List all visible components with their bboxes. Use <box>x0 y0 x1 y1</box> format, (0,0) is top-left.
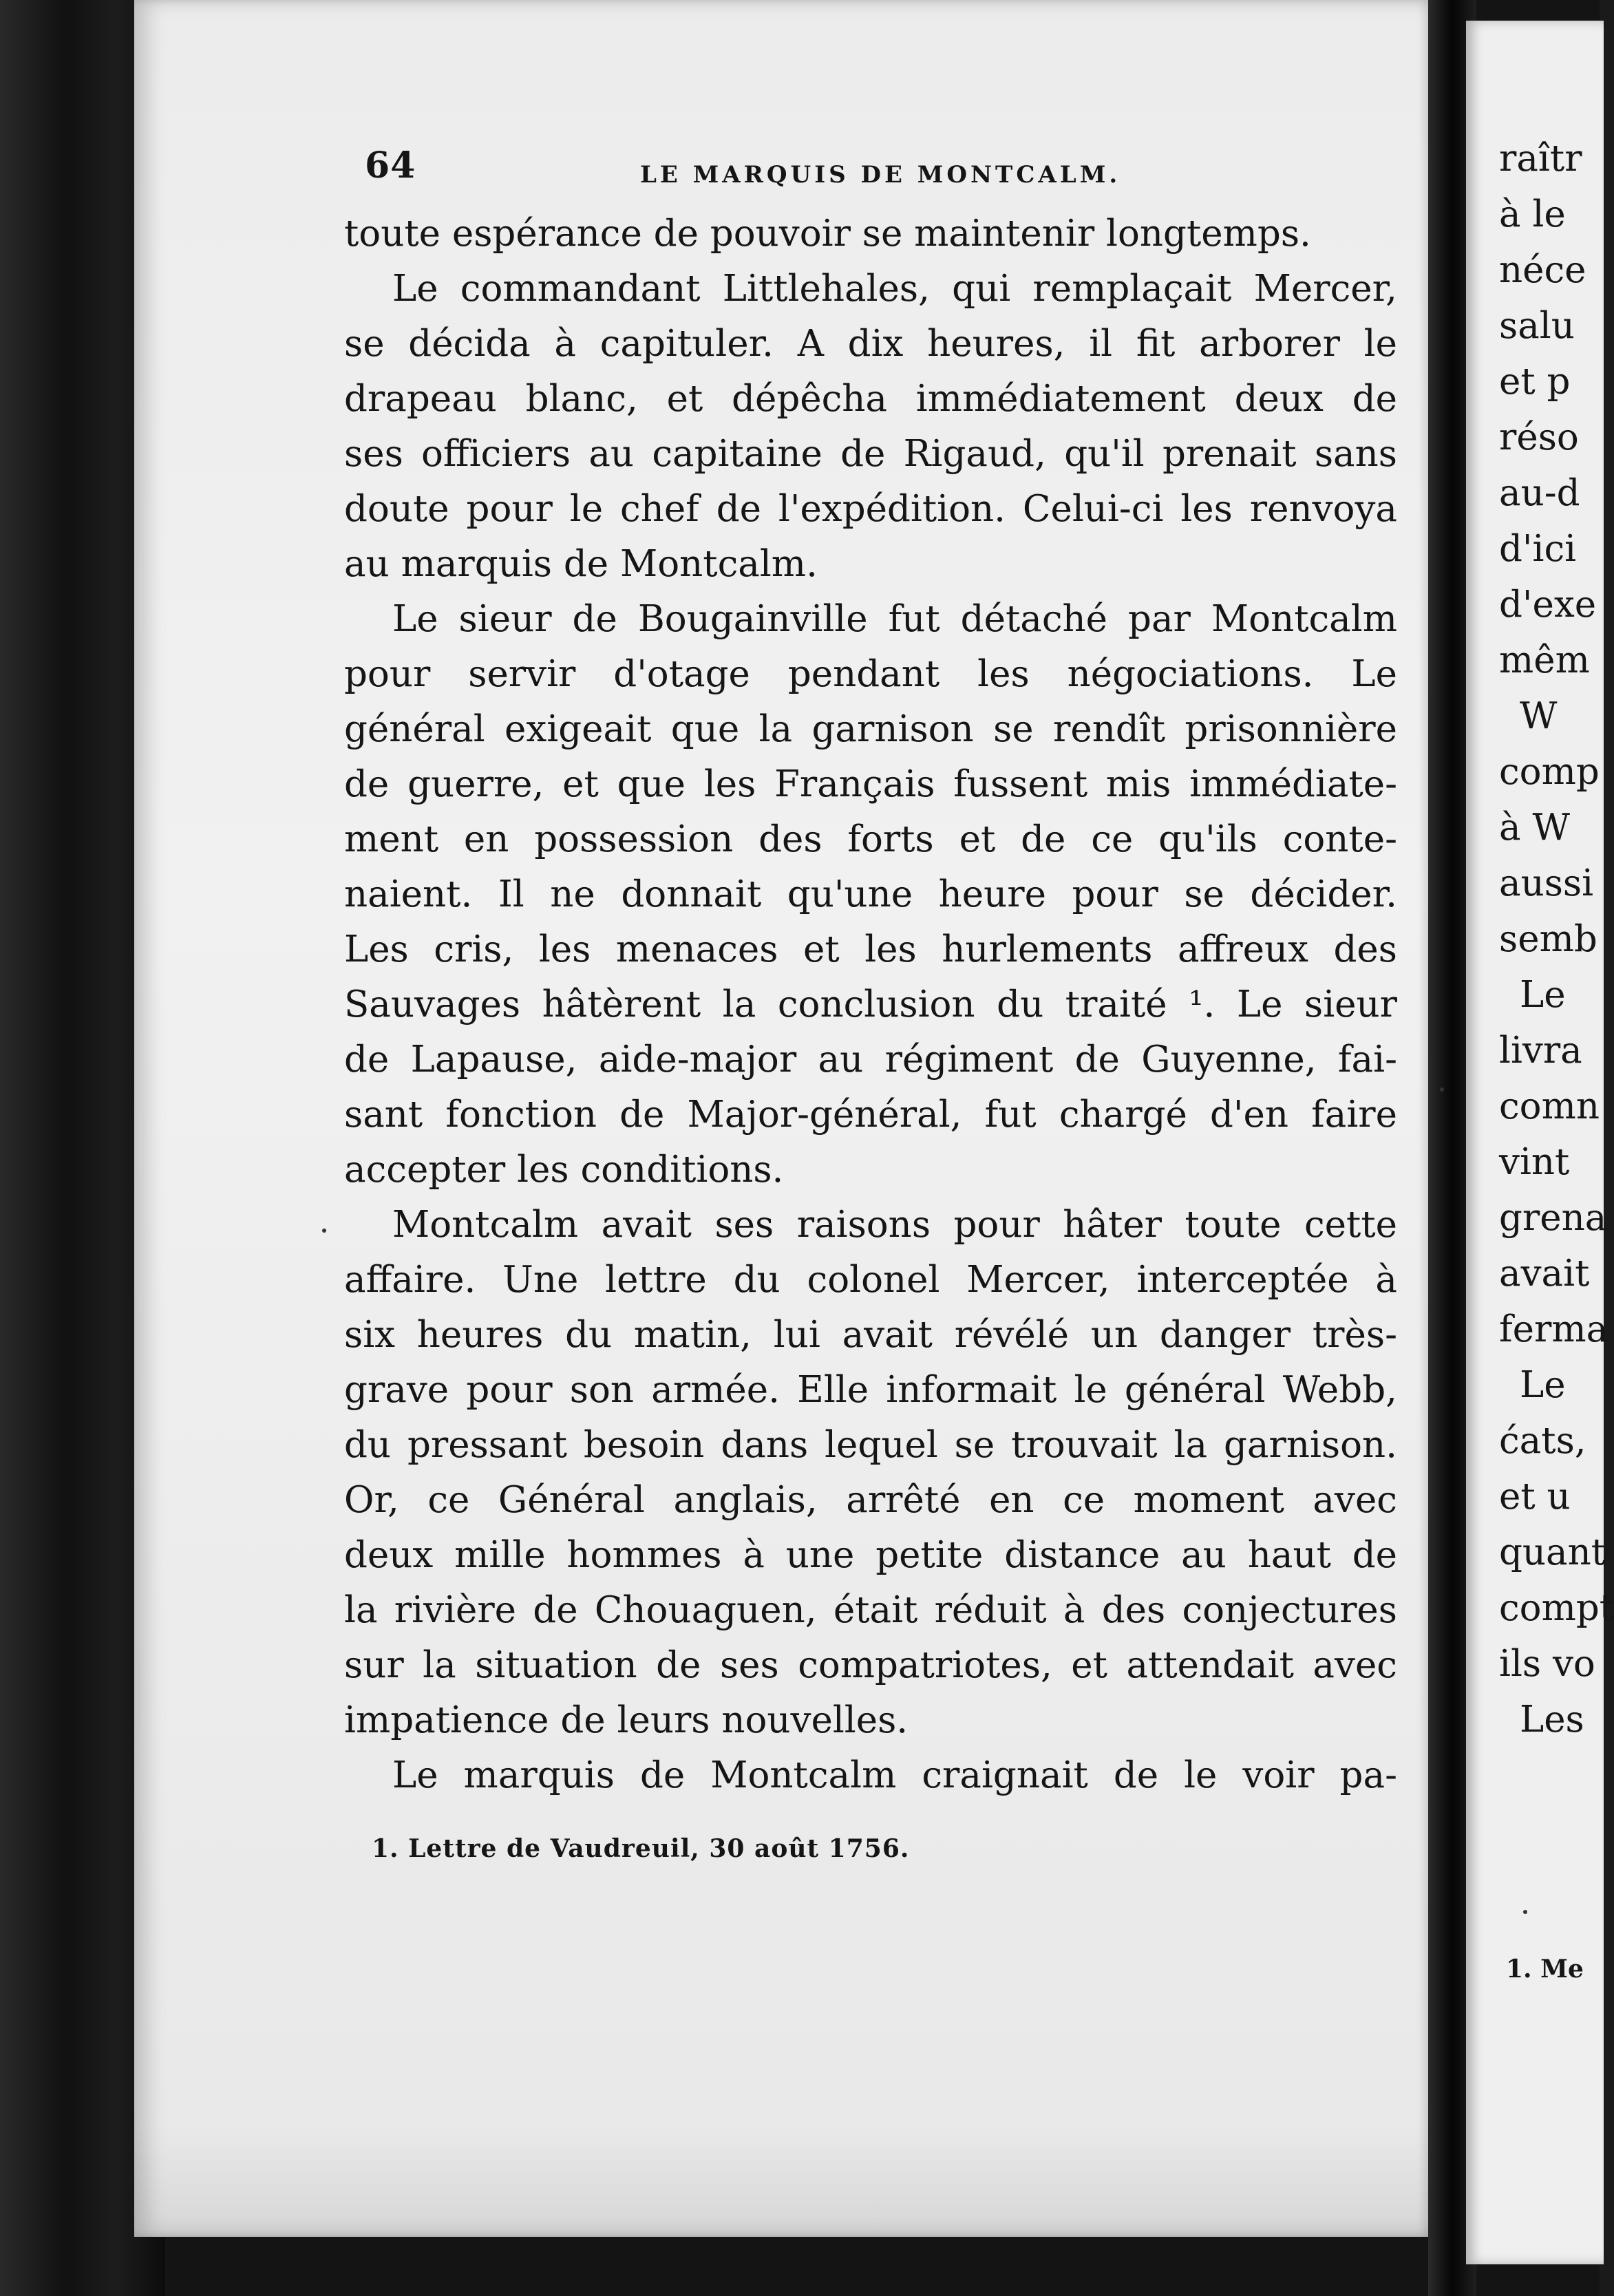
facing-line: livra <box>1499 1030 1582 1072</box>
text-line: Le marquis de Montcalm craignait de le voir pa- <box>392 1754 1397 1796</box>
facing-line: à W <box>1499 807 1570 849</box>
text-line: de guerre, et que les Français fussent mis immédiate- <box>344 763 1397 805</box>
paragraph <box>344 1748 1397 1803</box>
text-line: deux mille hommes à une petite distance au haut de <box>344 1534 1397 1576</box>
facing-line: néce <box>1499 249 1586 291</box>
facing-line: mêm <box>1499 639 1590 681</box>
facing-line: comn <box>1499 1085 1600 1127</box>
facing-line: compt <box>1499 1587 1614 1629</box>
text-line: naient. Il ne donnait qu'une heure pour se décider. <box>344 873 1397 915</box>
text-line: Les cris, les menaces et les hurlements affreux des <box>344 928 1397 970</box>
facing-line: aussi <box>1499 862 1594 904</box>
facing-page-text <box>1499 131 1614 1747</box>
text-line: du pressant besoin dans lequel se trouvait la garnison. <box>344 1424 1397 1466</box>
facing-line: vint <box>1499 1141 1570 1183</box>
footnote: 1. Lettre de Vaudreuil, 30 août 1756. <box>372 1834 910 1863</box>
facing-line: ils vo <box>1499 1643 1595 1685</box>
facing-line: ćats, <box>1499 1420 1586 1462</box>
facing-line: à le <box>1499 193 1566 235</box>
text-line: accepter les conditions. <box>344 1149 784 1191</box>
paragraph <box>344 592 1397 1198</box>
text-line: six heures du matin, lui avait révélé un danger très- <box>344 1314 1397 1356</box>
paragraph <box>344 206 1397 262</box>
paragraph <box>344 1198 1397 1748</box>
facing-line: et p <box>1499 361 1571 403</box>
facing-line: quant <box>1499 1531 1606 1573</box>
text-line: de Lapause, aide-major au régiment de Guyenne, fai- <box>344 1039 1397 1081</box>
facing-line: semb <box>1499 918 1597 960</box>
facing-page <box>1466 21 1614 2264</box>
text-line: se décida à capituler. A dix heures, il fit arborer le <box>344 323 1397 365</box>
text-line: drapeau blanc, et dépêcha immédiatement deux de <box>344 378 1397 420</box>
scan-speck <box>1523 1910 1527 1914</box>
text-line: Le commandant Littlehales, qui remplaçait Mercer, <box>392 268 1397 310</box>
facing-line: comp <box>1499 751 1600 793</box>
facing-line: d'exe <box>1499 584 1597 626</box>
facing-line: Le <box>1520 974 1566 1016</box>
text-line: pour servir d'otage pendant les négociations. Le <box>344 653 1397 695</box>
facing-line: grena <box>1499 1197 1607 1239</box>
text-line: toute espérance de pouvoir se maintenir longtemps. <box>344 213 1311 255</box>
facing-line: réso <box>1499 416 1579 458</box>
text-line: au marquis de Montcalm. <box>344 543 818 585</box>
page-number: 64 <box>365 145 416 187</box>
page-text <box>344 131 1397 1863</box>
facing-line: Les <box>1520 1699 1584 1741</box>
text-line: sur la situation de ses compatriotes, et attendait avec <box>344 1644 1397 1686</box>
text-line: Or, ce Général anglais, arrêté en ce moment avec <box>344 1479 1397 1521</box>
text-line: ment en possession des forts et de ce qu'ils conte- <box>344 818 1397 860</box>
text-line: Le sieur de Bougainville fut détaché par Montcalm <box>392 598 1397 640</box>
text-line: sant fonction de Major-général, fut chargé d'en faire <box>344 1094 1397 1136</box>
text-line: affaire. Une lettre du colonel Mercer, interceptée à <box>344 1259 1397 1301</box>
facing-line: W <box>1520 695 1558 737</box>
facing-footnote: 1. Me <box>1506 1955 1584 1984</box>
scan-speck <box>322 1229 326 1233</box>
facing-line: au-d <box>1499 472 1580 514</box>
scan-speck <box>1440 1087 1444 1092</box>
text-line: ses officiers au capitaine de Rigaud, qu'il prenait sans <box>344 433 1397 475</box>
facing-line: avait <box>1499 1253 1590 1295</box>
text-line: Montcalm avait ses raisons pour hâter toute cette <box>392 1204 1397 1246</box>
facing-line: salu <box>1499 305 1575 347</box>
paragraph <box>344 262 1397 592</box>
facing-line: Le <box>1520 1364 1566 1406</box>
running-head <box>344 131 1397 206</box>
text-line: général exigeait que la garnison se rendît prisonnière <box>344 708 1397 750</box>
text-line: impatience de leurs nouvelles. <box>344 1699 909 1741</box>
running-title: LE MARQUIS DE MONTCALM. <box>640 161 1121 189</box>
facing-line: d'ici <box>1499 528 1577 570</box>
page-bottom-shadow <box>134 2127 1428 2237</box>
facing-line: raîtr <box>1499 138 1582 180</box>
text-line: grave pour son armée. Elle informait le général Webb, <box>344 1369 1397 1411</box>
text-line: doute pour le chef de l'expédition. Celui-ci les renvoya <box>344 488 1397 530</box>
facing-line: ferma <box>1499 1308 1608 1350</box>
text-line: Sauvages hâtèrent la conclusion du traité ¹. Le sieur <box>344 984 1397 1025</box>
text-line: la rivière de Chouaguen, était réduit à des conjectures <box>344 1589 1397 1631</box>
facing-line: et u <box>1499 1476 1571 1518</box>
